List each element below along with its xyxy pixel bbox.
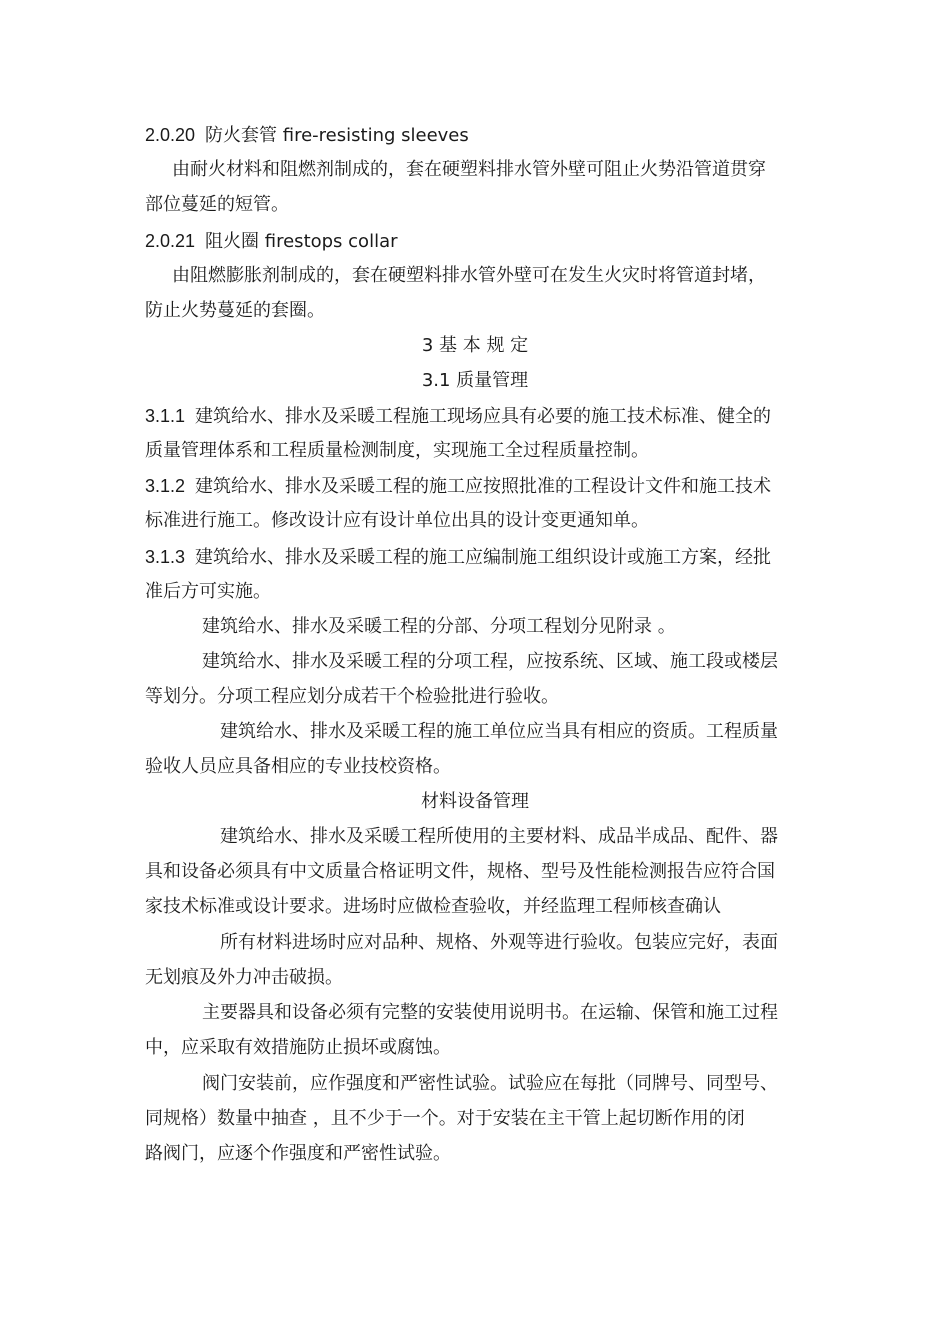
paragraph-line: 验收人员应具备相应的专业技校资格。 [145,756,451,777]
paragraph-line: 路阀门，应逐个作强度和严密性试验。 [145,1143,451,1164]
paragraph-line: 建筑给水、排水及采暖工程的施工单位应当具有相应的资质。工程质量 [220,721,778,742]
paragraph-line: 准后方可实施。 [145,581,271,602]
paragraph-line: 质量管理体系和工程质量检测制度，实现施工全过程质量控制。 [145,440,649,461]
paragraph-line: 建筑给水、排水及采暖工程的分部、分项工程划分见附录 。 [202,616,676,637]
clause-3-1-3 [145,546,771,568]
paragraph-line: 建筑给水、排水及采暖工程的分项工程，应按系统、区域、施工段或楼层 [202,651,778,672]
paragraph-line: 所有材料进场时应对品种、规格、外观等进行验收。包装应完好，表面 [220,932,778,953]
chapter-title: 3 基 本 规 定 [421,335,529,356]
paragraph-line: 由阻燃膨胀剂制成的，套在硬塑料排水管外壁可在发生火灾时将管道封堵， [172,265,766,286]
clause-number: 2.0.20 [145,125,196,145]
paragraph-line: 标准进行施工。修改设计应有设计单位出具的设计变更通知单。 [145,510,649,531]
clause-text: 建筑给水、排水及采暖工程施工现场应具有必要的施工技术标准、健全的 [195,406,772,427]
clause-3-1-2 [145,475,771,497]
term-title: 阻火圈 firestops collar [205,231,398,252]
paragraph-line: 家技术标准或设计要求。进场时应做检查验收，并经监理工程师核查确认 [145,896,721,917]
paragraph-line: 主要器具和设备必须有完整的安装使用说明书。在运输、保管和施工过程 [202,1002,778,1023]
paragraph-line: 无划痕及外力冲击破损。 [145,967,343,988]
clause-number: 3.1.1 [145,406,186,426]
paragraph-line: 同规格）数量中抽查 ，且不少于一个。对于安装在主干管上起切断作用的闭 [145,1108,745,1129]
section-title: 3.1 质量管理 [421,370,529,391]
clause-text: 建筑给水、排水及采暖工程的施工应编制施工组织设计或施工方案，经批 [195,547,772,568]
clause-number: 3.1.2 [145,476,186,496]
clause-text: 建筑给水、排水及采暖工程的施工应按照批准的工程设计文件和施工技术 [195,476,772,497]
paragraph-line: 中，应采取有效措施防止损坏或腐蚀。 [145,1037,451,1058]
paragraph-line: 防止火势蔓延的套圈。 [145,300,325,321]
paragraph-line: 建筑给水、排水及采暖工程所使用的主要材料、成品半成品、配件、器 [220,826,778,847]
paragraph-line: 具和设备必须具有中文质量合格证明文件，规格、型号及性能检测报告应符合国 [145,861,775,882]
clause-3-1-1 [145,405,771,427]
section-title: 材料设备管理 [421,791,529,812]
clause-number: 2.0.21 [145,231,196,251]
paragraph-line: 由耐火材料和阻燃剂制成的，套在硬塑料排水管外壁可阻止火势沿管道贯穿 [172,159,766,180]
paragraph-line: 等划分。分项工程应划分成若干个检验批进行验收。 [145,686,559,707]
term-title: 防火套管 fire-resisting sleeves [205,125,469,146]
term-heading-2-0-21 [145,230,398,252]
paragraph-line: 部位蔓延的短管。 [145,194,289,215]
paragraph-line: 阀门安装前，应作强度和严密性试验。试验应在每批（同牌号、同型号、 [202,1073,778,1094]
clause-number: 3.1.3 [145,547,186,567]
term-heading-2-0-20 [145,124,469,146]
